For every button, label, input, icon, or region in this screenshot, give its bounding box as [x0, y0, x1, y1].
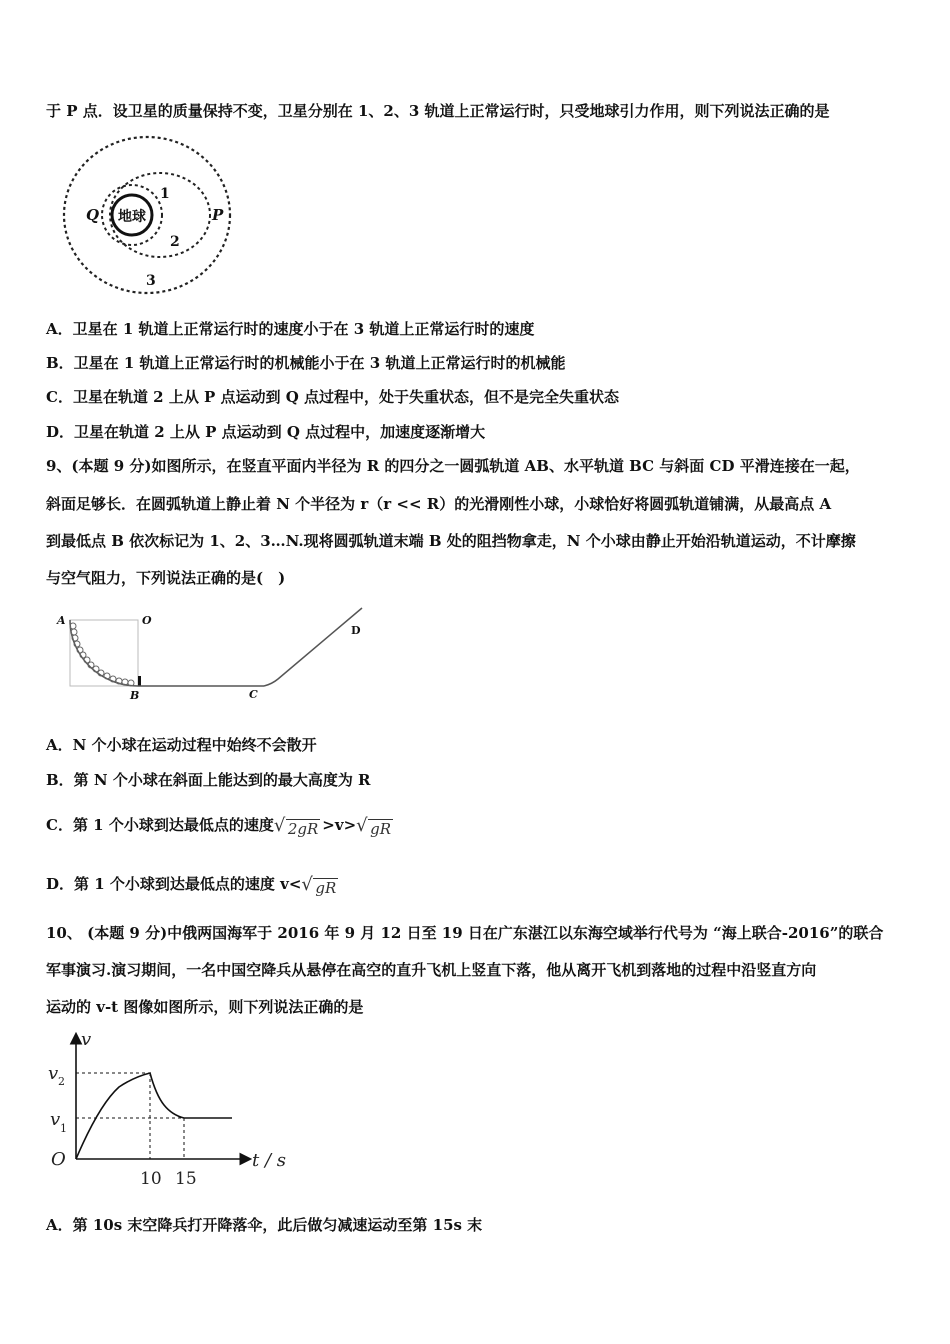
- sqrt-2gr: √ 2gR: [276, 818, 320, 840]
- t-axis-label: t / s: [252, 1150, 286, 1171]
- label-o: O: [142, 614, 152, 627]
- q9-stem-line-3: 到最低点 B 依次标记为 1、2、3…N.现将圆弧轨道末端 B 处的阻挡物拿走，N 个小球由静止开始沿轨道运动，不计摩擦: [46, 532, 856, 550]
- q9-option-a: A．N 个小球在运动过程中始终不会散开: [46, 736, 317, 754]
- label-d: D: [351, 624, 361, 637]
- q10-stem-line-2: 军事演习.演习期间，一名中国空降兵从悬停在高空的直升飞机上竖直下落，他从离开飞机到落地的过程中沿竖直方向: [46, 961, 817, 979]
- q9-stem-line-1: 9、(本题 9 分)如图所示，在竖直平面内半径为 R 的四分之一圆弧轨道 AB、水平轨道 BC 与斜面 CD 平滑连接在一起，: [46, 457, 860, 475]
- q9-option-c-text: C．第 1 个小球到达最低点的速度: [46, 816, 274, 834]
- q8-option-a: A．卫星在 1 轨道上正常运行时的速度小于在 3 轨道上正常运行时的速度: [46, 320, 535, 338]
- p-label: P: [212, 206, 224, 224]
- t10-label: 10: [140, 1169, 162, 1189]
- label-a: A: [57, 614, 66, 627]
- q8-option-b: B．卫星在 1 轨道上正常运行时的机械能小于在 3 轨道上正常运行时的机械能: [46, 354, 566, 372]
- sqrt-gr-c: √ gR: [358, 818, 393, 840]
- sqrt-gr-d: √ gR: [303, 877, 338, 899]
- q9-option-c-ineq: >v>: [322, 816, 357, 834]
- blocker: [138, 676, 141, 686]
- origin-label: O: [51, 1149, 66, 1170]
- q9-stem-line-2: 斜面足够长．在圆弧轨道上静止着 N 个半径为 r（r << R）的光滑刚性小球，小球恰好将圆弧轨道铺满，从最高点 A: [46, 495, 832, 513]
- q-label: Q: [86, 206, 100, 224]
- orbit-2-label: 2: [170, 234, 180, 250]
- q8-option-c: C．卫星在轨道 2 上从 P 点运动到 Q 点过程中，处于失重状态，但不是完全失重状态: [46, 388, 620, 406]
- v2-sub: 2: [58, 1075, 65, 1088]
- q10-stem-line-3: 运动的 v-t 图像如图所示，则下列说法正确的是: [46, 998, 364, 1016]
- orbit-3-label: 3: [146, 273, 156, 289]
- q9-option-d: [46, 873, 340, 899]
- track-diagram: [52, 600, 372, 700]
- label-b: B: [130, 689, 140, 700]
- q9-option-d-text: D．第 1 个小球到达最低点的速度 v<: [46, 875, 302, 893]
- v2-label: v: [48, 1063, 59, 1084]
- v1-sub: 1: [60, 1122, 67, 1135]
- orbit-1-label: 1: [160, 186, 170, 202]
- q8-option-d: D．卫星在轨道 2 上从 P 点运动到 Q 点过程中，加速度逐渐增大: [46, 423, 486, 441]
- q9-stem-line-4: 与空气阻力，下列说法正确的是( ): [46, 569, 286, 587]
- q8-stem: 于 P 点．设卫星的质量保持不变，卫星分别在 1、2、3 轨道上正常运行时，只受地球引力作用，则下列说法正确的是: [46, 102, 830, 120]
- vt-graph: [44, 1025, 289, 1190]
- q9-option-c: [46, 814, 395, 840]
- v-axis-label: v: [81, 1029, 92, 1050]
- q10-stem-line-1: 10、 (本题 9 分)中俄两国海军于 2016 年 9 月 12 日至 19 日在广东湛江以东海空域举行代号为 “海上联合-2016”的联合: [46, 924, 884, 942]
- q9-option-b: B．第 N 个小球在斜面上能达到的最大高度为 R: [46, 771, 371, 789]
- slope-track: [264, 608, 362, 686]
- q10-option-a: A．第 10s 末空降兵打开降落伞，此后做匀减速运动至第 15s 末: [46, 1216, 483, 1234]
- t15-label: 15: [175, 1169, 197, 1189]
- earth-label: 地球: [118, 209, 146, 225]
- label-c: C: [249, 688, 258, 700]
- orbit-diagram: [52, 130, 232, 300]
- vt-curve: [76, 1073, 232, 1159]
- v1-label: v: [50, 1109, 61, 1130]
